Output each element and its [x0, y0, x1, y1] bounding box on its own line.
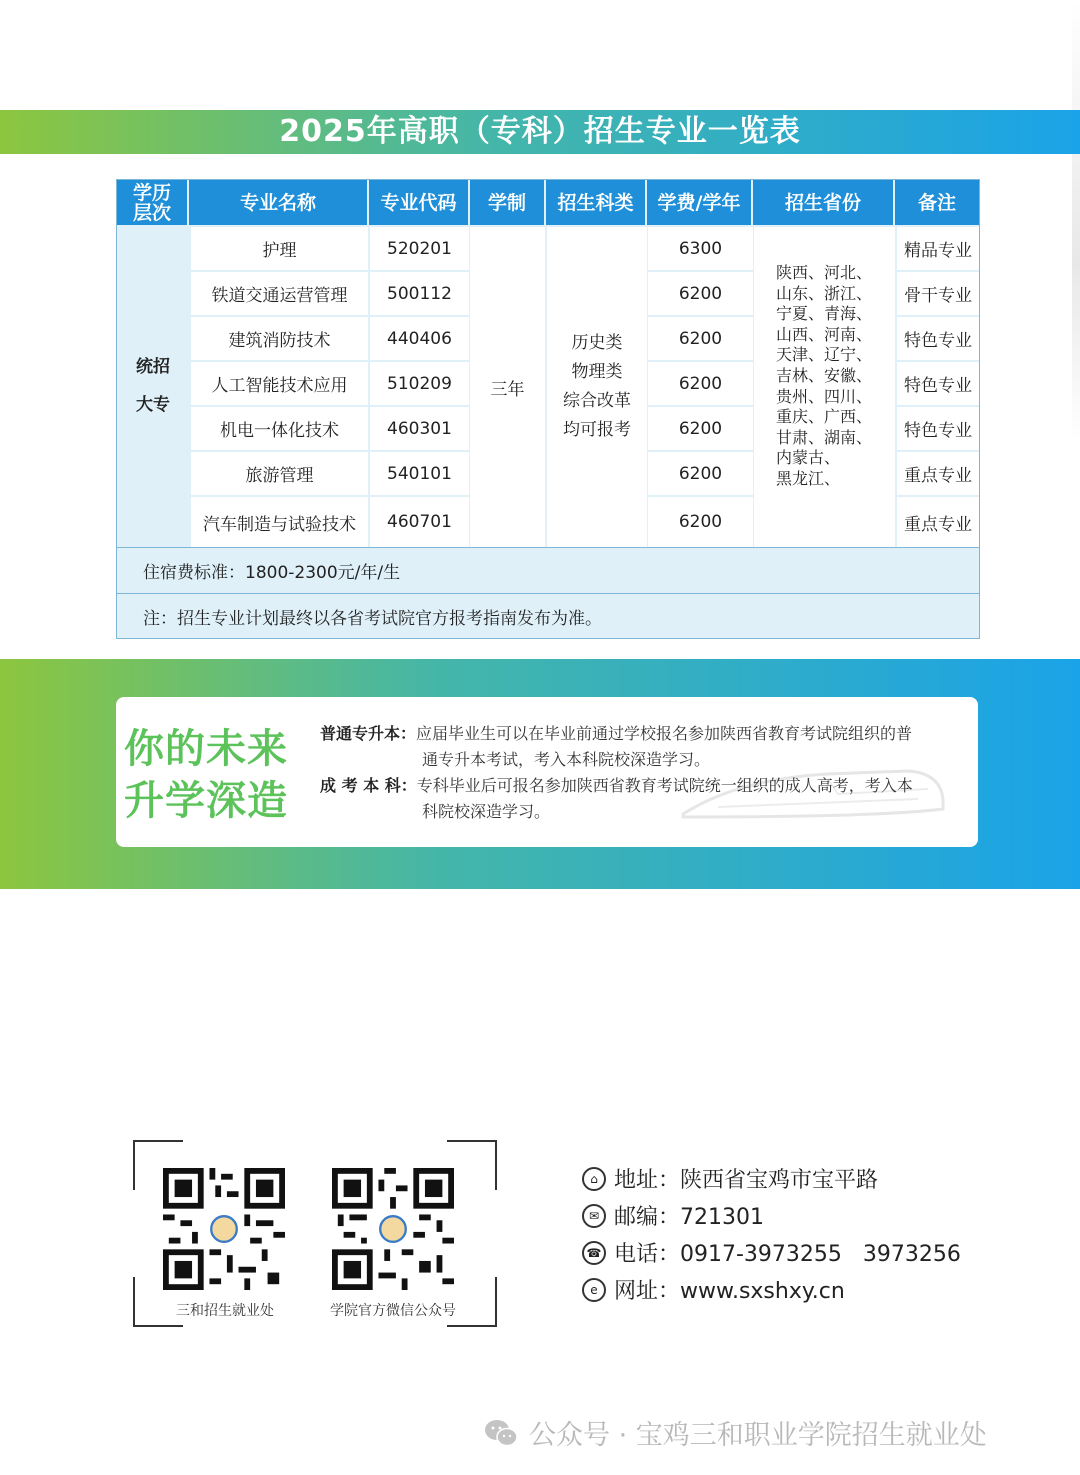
province-line: 山西、河南、	[776, 324, 873, 344]
province-line: 山东、浙江、	[776, 283, 873, 303]
slogan-line1: 你的未来	[124, 726, 288, 772]
major-name: 旅游管理	[191, 452, 368, 495]
page-edge-shadow	[1072, 0, 1080, 440]
major-fee: 6200	[648, 272, 753, 315]
frame-corner	[447, 1140, 497, 1190]
qr-code-recruitment-icon[interactable]	[163, 1168, 285, 1290]
slogan	[124, 723, 288, 827]
header-notes: 备注	[895, 180, 979, 225]
majors-table	[116, 179, 980, 639]
major-code: 510209	[370, 362, 469, 405]
header-major-name: 专业名称	[189, 180, 369, 225]
province-line: 黑龙江、	[776, 468, 841, 488]
header-level-line2: 层次	[132, 201, 171, 224]
major-note: 重点专业	[897, 452, 979, 495]
remark-row: 注：招生专业计划最终以各省考试院官方报考指南发布为准。	[143, 609, 602, 629]
major-name: 建筑消防技术	[191, 317, 368, 360]
contact-phone	[582, 1237, 961, 1268]
province-line: 吉林、安徽、	[776, 365, 873, 385]
major-name: 汽车制造与试验技术	[191, 497, 368, 547]
home-icon: ⌂	[582, 1167, 606, 1191]
major-fee: 6200	[648, 362, 753, 405]
contact-website-text[interactable]: 网址：www.sxshxy.cn	[614, 1279, 845, 1304]
province-line: 重庆、广西、	[776, 407, 873, 427]
province-line: 陕西、河北、	[776, 263, 873, 282]
major-note: 骨干专业	[897, 272, 979, 315]
category-physics: 物理类	[571, 362, 623, 382]
wechat-watermark	[483, 1413, 987, 1452]
promo-item-adult	[320, 773, 970, 825]
title-banner	[0, 110, 1080, 154]
major-code: 460301	[370, 407, 469, 450]
category-all: 均可报考	[563, 420, 631, 440]
province-line: 甘肃、湖南、	[776, 427, 873, 447]
qr-code-wechat-icon[interactable]	[332, 1168, 454, 1290]
category-cell	[547, 227, 647, 547]
major-note: 特色专业	[897, 317, 979, 360]
province-line: 天津、辽宁、	[776, 345, 873, 365]
promo-item-adult-text2: 科院校深造学习。	[422, 802, 551, 821]
header-duration: 学制	[470, 180, 546, 225]
major-note: 特色专业	[897, 362, 979, 405]
qr-caption-recruitment: 三和招生就业处	[176, 1303, 274, 1319]
wechat-icon	[483, 1418, 519, 1448]
promo-item-upgrade-text2: 通专升本考试，考入本科院校深造学习。	[422, 750, 711, 769]
promo-card	[116, 697, 978, 847]
header-major-code: 专业代码	[369, 180, 470, 225]
category-history: 历史类	[571, 333, 623, 353]
header-level	[117, 180, 189, 225]
slogan-line2: 升学深造	[124, 778, 288, 824]
header-level-line1: 学历	[132, 181, 171, 204]
web-icon: e	[582, 1278, 606, 1302]
major-code: 520201	[370, 227, 469, 270]
province-line: 宁夏、青海、	[776, 304, 873, 324]
contact-address-text: 地址：陕西省宝鸡市宝平路	[614, 1168, 879, 1193]
promo-item-upgrade-label: 普通专升本：	[320, 724, 417, 743]
accommodation-row: 住宿费标准：1800-2300元/年/生	[143, 563, 401, 583]
level-line2: 大专	[136, 395, 170, 415]
major-fee: 6200	[648, 317, 753, 360]
header-fee: 学费/学年	[647, 180, 753, 225]
category-reform: 综合改革	[563, 391, 631, 411]
province-line: 内蒙古、	[776, 448, 841, 468]
contact-phone-text: 电话：0917-3973255 3973256	[614, 1242, 961, 1267]
promo-item-adult-text: 专科毕业后可报名参加陕西省教育考试院统一组织的成人高考，考入本	[416, 776, 913, 795]
watermark-text: 公众号 · 宝鸡三和职业学院招生就业处	[529, 1420, 987, 1451]
qr-caption-wechat: 学院官方微信公众号	[330, 1303, 456, 1319]
major-note: 重点专业	[897, 497, 979, 547]
contact-website[interactable]	[582, 1274, 845, 1305]
major-fee: 6200	[648, 452, 753, 495]
province-line: 贵州、四川、	[776, 386, 873, 406]
major-name: 铁道交通运营管理	[191, 272, 368, 315]
header-category: 招生科类	[546, 180, 647, 225]
promo-item-adult-label: 成 考 本 科：	[320, 776, 417, 795]
major-code: 500112	[370, 272, 469, 315]
level-line1: 统招	[136, 357, 170, 377]
major-fee: 6200	[648, 497, 753, 547]
phone-icon: ☎	[582, 1241, 606, 1265]
major-name: 机电一体化技术	[191, 407, 368, 450]
level-cell	[117, 225, 189, 547]
header-provinces: 招生省份	[753, 180, 895, 225]
major-code: 440406	[370, 317, 469, 360]
major-code: 460701	[370, 497, 469, 547]
major-name: 人工智能技术应用	[191, 362, 368, 405]
qr-code-frame	[133, 1140, 497, 1327]
contact-postcode-text: 邮编：721301	[614, 1205, 764, 1230]
mail-icon: ✉	[582, 1204, 606, 1228]
duration-cell: 三年	[470, 227, 545, 547]
provinces-cell	[754, 227, 895, 547]
page-title: 2025年高职（专科）招生专业一览表	[279, 114, 801, 149]
contact-postcode	[582, 1200, 764, 1231]
major-code: 540101	[370, 452, 469, 495]
major-fee: 6200	[648, 407, 753, 450]
promo-item-upgrade-text: 应届毕业生可以在毕业前通过学校报名参加陕西省教育考试院组织的普	[416, 724, 913, 743]
major-fee: 6300	[648, 227, 753, 270]
promo-item-upgrade	[320, 721, 970, 773]
major-name: 护理	[191, 227, 368, 270]
major-note: 特色专业	[897, 407, 979, 450]
contact-address	[582, 1163, 878, 1194]
major-note: 精品专业	[897, 227, 979, 270]
